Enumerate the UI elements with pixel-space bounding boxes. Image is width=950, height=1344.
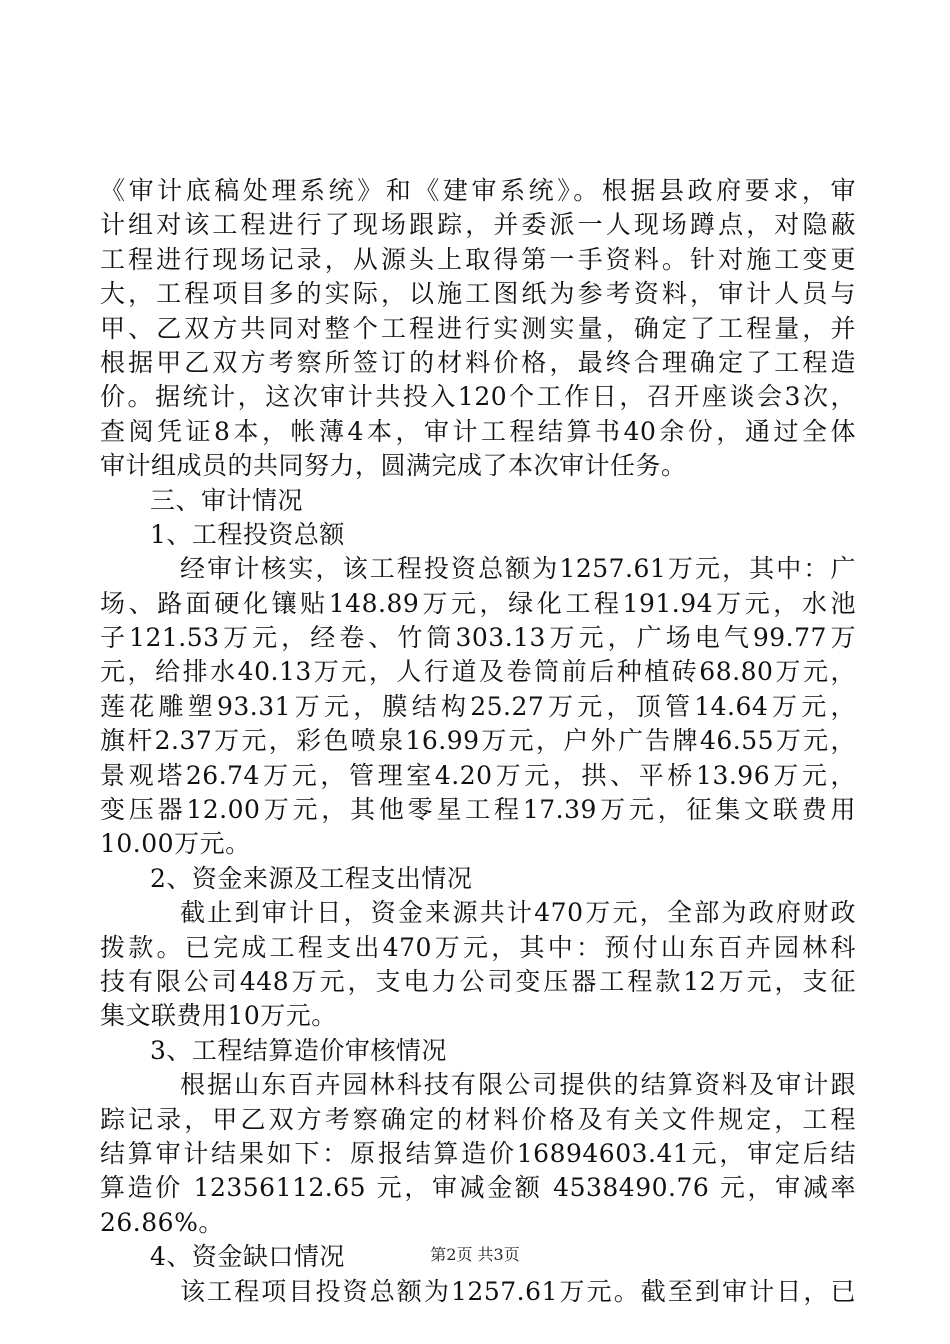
paragraph-line: 大，工程项目多的实际，以施工图纸为参考资料，审计人员与: [100, 279, 856, 309]
paragraph-line: 元，给排水40.13万元，人行道及卷筒前后种植砖68.80万元，: [100, 657, 856, 687]
section-heading: 3、工程结算造价审核情况: [150, 1035, 447, 1065]
paragraph-line: 算造价 12356112.65 元，审减金额 4538490.76 元，审减率: [100, 1173, 856, 1203]
paragraph-line: 甲、乙双方共同对整个工程进行实测实量，确定了工程量，并: [100, 313, 856, 343]
paragraph-first-line: 截止到审计日，资金来源共计470万元，全部为政府财政: [180, 898, 856, 928]
paragraph-last-line: 审计组成员的共同努力，圆满完成了本次审计任务。: [100, 451, 687, 481]
section-heading: 2、资金来源及工程支出情况: [150, 863, 473, 893]
paragraph-line: 变压器12.00万元，其他零星工程17.39万元，征集文联费用: [100, 795, 856, 825]
paragraph-line: 景观塔26.74万元，管理室4.20万元，拱、平桥13.96万元，: [100, 760, 856, 790]
paragraph-line: 场、路面硬化镶贴148.89万元，绿化工程191.94万元，水池: [100, 588, 856, 618]
page-footer: 第2页 共3页: [430, 1245, 520, 1264]
section-heading: 三、审计情况: [150, 485, 304, 515]
paragraph-line: 《审计底稿处理系统》和《建审系统》。根据县政府要求，审: [100, 176, 856, 205]
paragraph-line: 结算审计结果如下：原报结算造价16894603.41元，审定后结: [100, 1138, 856, 1168]
section-heading: 1、工程投资总额: [150, 519, 345, 549]
paragraph-first-line: 根据山东百卉园林科技有限公司提供的结算资料及审计跟: [180, 1070, 856, 1100]
paragraph-last-line: 26.86%。: [100, 1207, 224, 1237]
paragraph-last-line: 10.00万元。: [100, 829, 251, 859]
paragraph-line: 莲花雕塑93.31万元，膜结构25.27万元，顶管14.64万元，: [100, 691, 856, 721]
paragraph-first-line: 该工程项目投资总额为1257.61万元。截至到审计日，已: [180, 1276, 856, 1306]
paragraph-line: 子121.53万元，经卷、竹筒303.13万元，广场电气99.77万: [100, 623, 856, 653]
paragraph-line: 工程进行现场记录，从源头上取得第一手资料。针对施工变更: [100, 244, 856, 274]
paragraph-line: 拨款。已完成工程支出470万元，其中：预付山东百卉园林科: [100, 932, 856, 962]
paragraph-line: 踪记录，甲乙双方考察确定的材料价格及有关文件规定，工程: [100, 1104, 856, 1134]
paragraph-last-line: 集文联费用10万元。: [100, 1001, 337, 1031]
paragraph-line: 价。据统计，这次审计共投入120个工作日，召开座谈会3次，: [100, 382, 856, 412]
paragraph-line: 计组对该工程进行了现场跟踪，并委派一人现场蹲点，对隐蔽: [100, 210, 856, 240]
paragraph-line: 查阅凭证8本，帐薄4本，审计工程结算书40余份，通过全体: [100, 416, 856, 446]
paragraph-line: 技有限公司448万元，支电力公司变压器工程款12万元，支征: [100, 966, 856, 996]
paragraph-line: 旗杆2.37万元，彩色喷泉16.99万元，户外广告牌46.55万元，: [100, 726, 856, 756]
paragraph-first-line: 经审计核实，该工程投资总额为1257.61万元，其中：广: [180, 554, 856, 584]
section-heading: 4、资金缺口情况: [150, 1242, 345, 1272]
paragraph-line: 根据甲乙双方考察所签订的材料价格，最终合理确定了工程造: [100, 347, 856, 377]
document-body: [100, 174, 856, 1309]
